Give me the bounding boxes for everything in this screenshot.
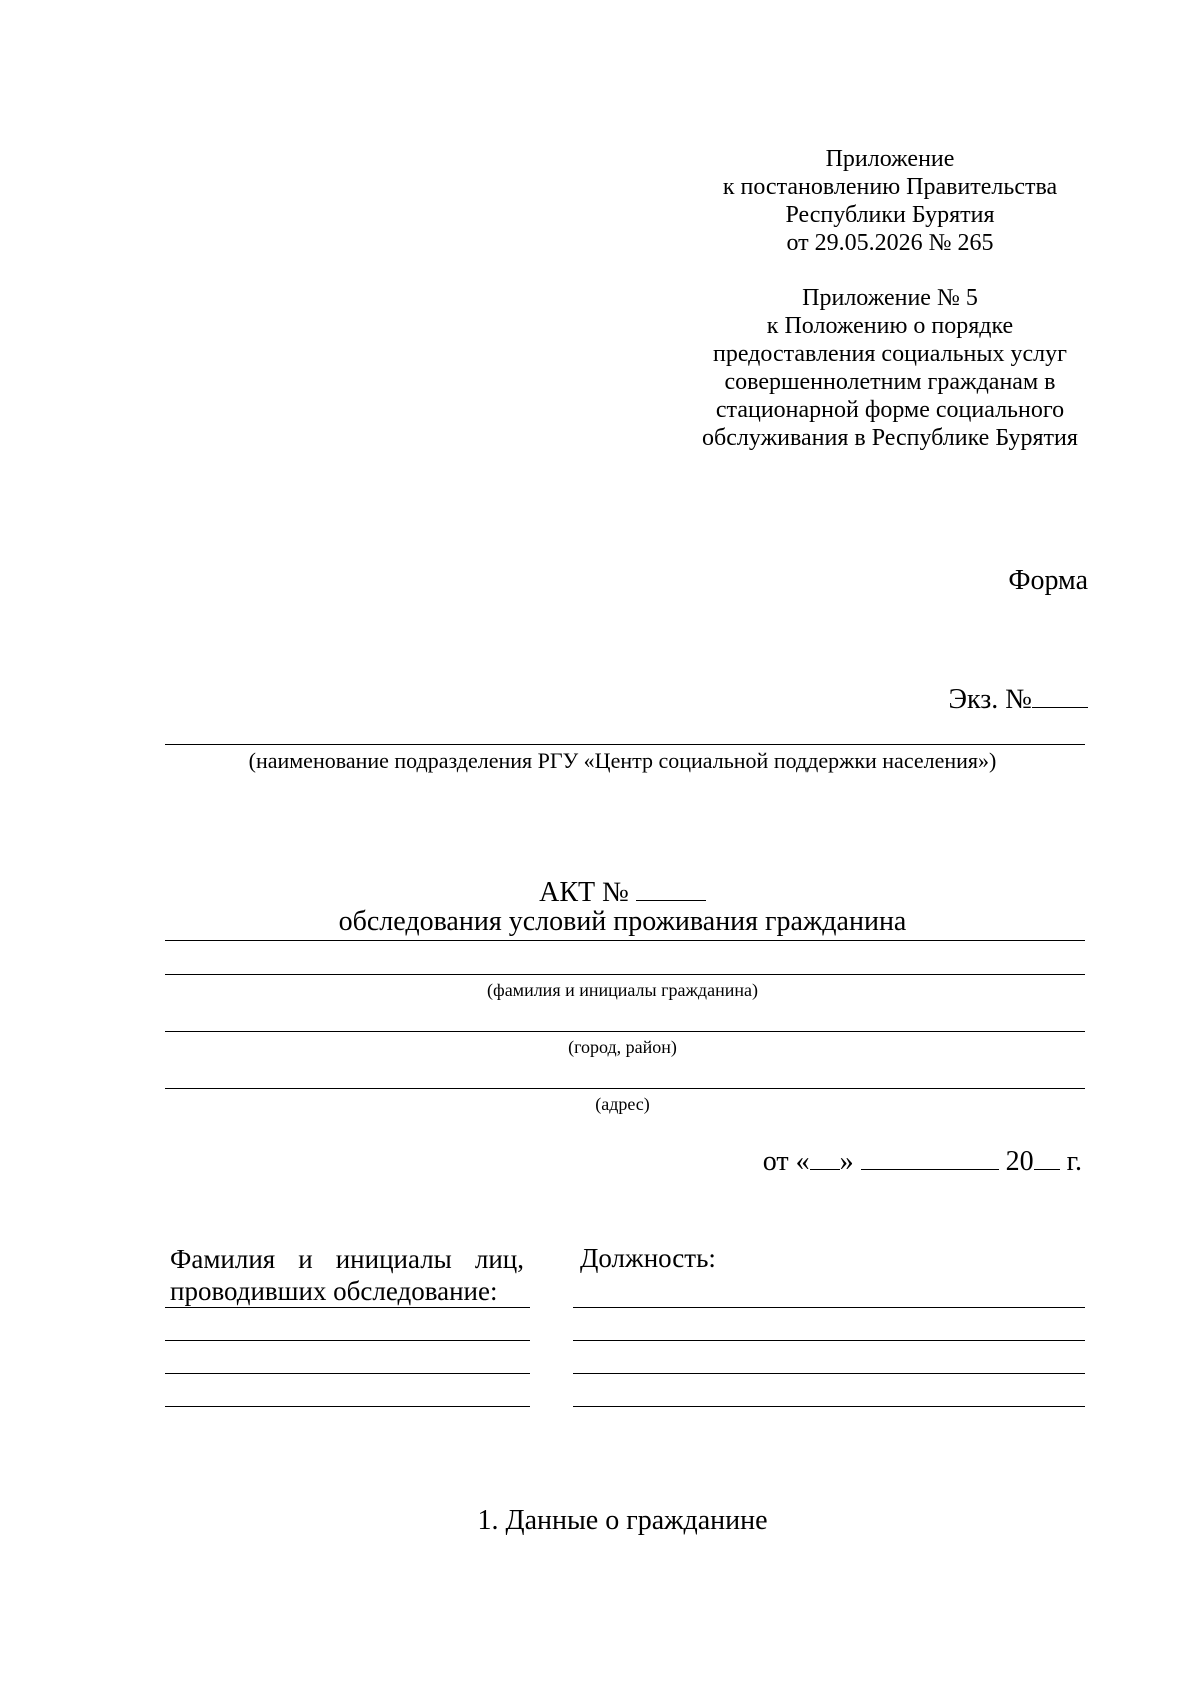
appendix-regulation-line: совершеннолетним гражданам в xyxy=(724,369,1056,395)
appendix-regulation-line: стационарной форме социального xyxy=(715,397,1065,423)
date-line xyxy=(763,1145,1082,1178)
appendix-regulation-line: обслуживания в Республике Бурятия xyxy=(702,425,1078,451)
date-year-field[interactable] xyxy=(1034,1145,1060,1170)
act-subtitle: обследования условий проживания гражданина xyxy=(338,906,907,937)
appendix-government-line: Приложение xyxy=(825,146,955,172)
appendix-government-line: от 29.05.2026 № 265 xyxy=(786,230,994,256)
citizen-name-field[interactable] xyxy=(165,974,1085,975)
section-1-title: 1. Данные о гражданине xyxy=(477,1505,768,1536)
copy-number-field[interactable] xyxy=(1032,683,1088,708)
inspector-name-field[interactable] xyxy=(165,1340,530,1341)
appendix-regulation-line: предоставления социальных услуг xyxy=(712,341,1067,367)
date-month-field[interactable] xyxy=(861,1145,999,1170)
date-mid: » xyxy=(839,1146,854,1177)
act-number-field[interactable] xyxy=(636,874,706,901)
address-field[interactable] xyxy=(165,1088,1085,1089)
form-label: Форма xyxy=(1008,565,1088,596)
appendix-regulation-line: Приложение № 5 xyxy=(802,285,978,311)
inspector-name-field[interactable] xyxy=(165,1406,530,1407)
act-title xyxy=(160,874,1085,909)
appendix-regulation-line: к Положению о порядке xyxy=(766,313,1014,339)
act-title-text: АКТ № xyxy=(539,877,629,908)
date-suffix: г. xyxy=(1066,1146,1082,1177)
org-name-field[interactable] xyxy=(165,744,1085,745)
act-subtitle-underline xyxy=(165,940,1085,941)
address-caption: (адрес) xyxy=(595,1094,650,1114)
city-district-field[interactable] xyxy=(165,1031,1085,1032)
appendix-government-line: Республики Бурятия xyxy=(785,202,995,228)
inspector-position-field[interactable] xyxy=(573,1307,1085,1308)
inspector-name-field[interactable] xyxy=(165,1373,530,1374)
inspectors-position-label: Должность: xyxy=(580,1243,716,1273)
inspector-position-field[interactable] xyxy=(573,1340,1085,1341)
appendix-government-block xyxy=(640,145,1140,257)
appendix-government-line: к постановлению Правительства xyxy=(722,174,1058,200)
date-year-prefix: 20 xyxy=(1005,1146,1034,1177)
inspector-name-field[interactable] xyxy=(165,1307,530,1308)
copy-number-label: Экз. № xyxy=(948,684,1032,715)
date-prefix: от « xyxy=(762,1146,810,1177)
inspectors-names-label: Фамилия и инициалы лиц, проводивших обследование: xyxy=(170,1244,524,1306)
date-day-field[interactable] xyxy=(810,1145,840,1170)
citizen-name-caption: (фамилия и инициалы гражданина) xyxy=(487,980,758,1000)
city-district-caption: (город, район) xyxy=(568,1037,677,1057)
inspector-position-field[interactable] xyxy=(573,1373,1085,1374)
appendix-regulation-block xyxy=(640,284,1140,452)
inspector-position-field[interactable] xyxy=(573,1406,1085,1407)
org-caption: (наименование подразделения РГУ «Центр социальной поддержки населения») xyxy=(248,748,997,773)
copy-number xyxy=(949,683,1089,716)
